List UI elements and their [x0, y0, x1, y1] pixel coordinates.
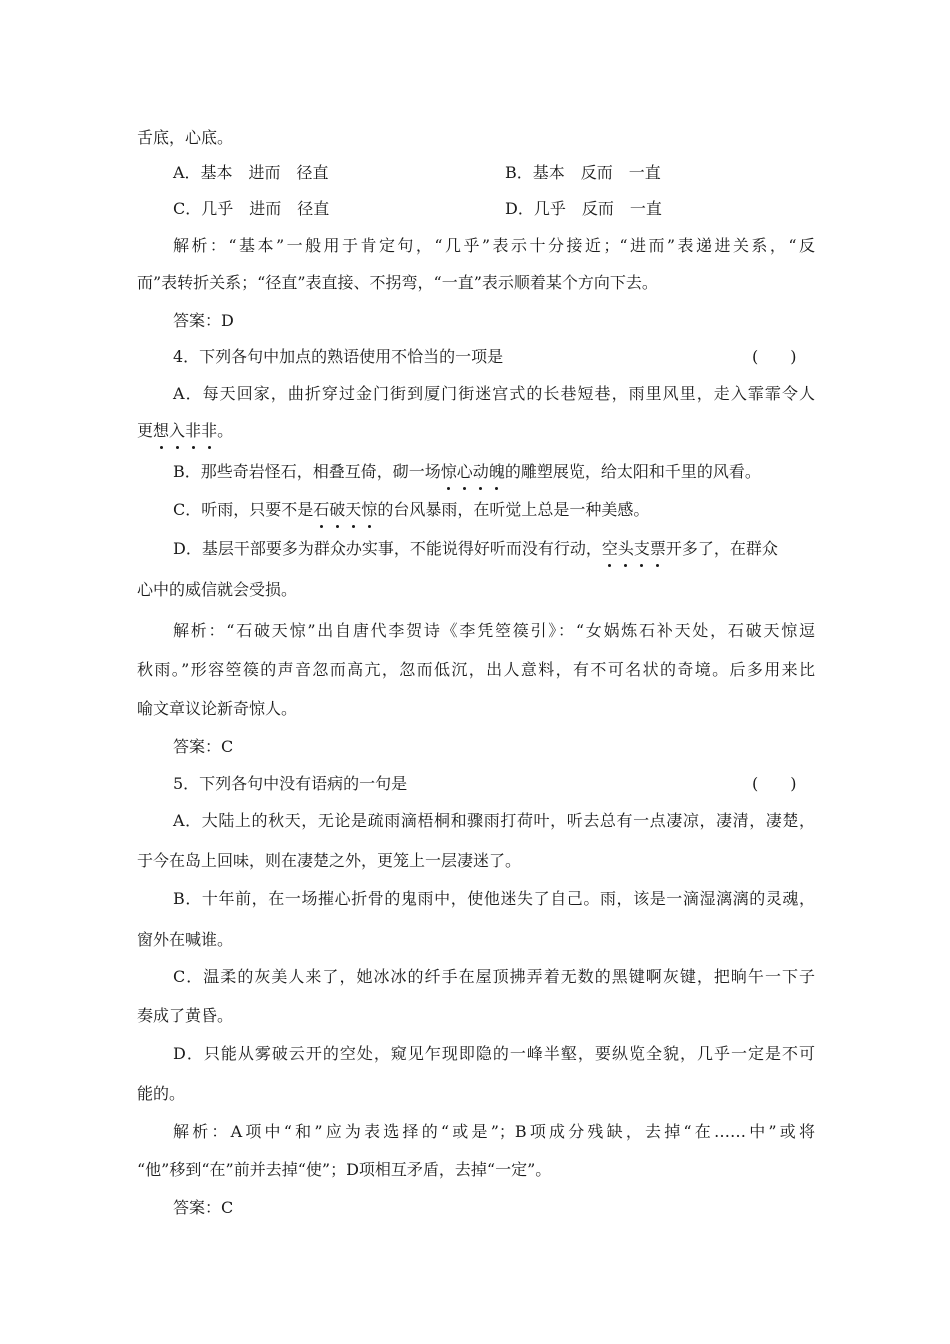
q4-option-d-line-2: 心中的威信就会受损。 [137, 580, 298, 599]
q5-answer: 答案：C [173, 1198, 234, 1217]
emphasis-dot-char: 空 [601, 539, 618, 558]
emphasis-dot-char: 非 [185, 421, 202, 440]
emphasis-dot-char: 破 [329, 500, 346, 519]
q4-option-a-line-1: A．每天回家，曲折穿过金门街到厦门街迷宫式的长巷短巷，雨里风里，走入霏霏令人 [173, 384, 815, 403]
dotted-idiom [313, 500, 377, 519]
q5-option-a-line-1: A．大陆上的秋天，无论是疏雨滴梧桐和骤雨打荷叶，听去总有一点凄凉，凄清，凄楚， [173, 811, 815, 830]
emphasis-dot-char: 惊 [361, 500, 378, 519]
dotted-idiom [153, 421, 217, 440]
q4-analysis-line-2: 秋雨。”形容箜篌的声音忽而高亢，忽而低沉，出人意料，有不可名状的奇境。后多用来比 [137, 660, 815, 679]
q4-analysis-line-1: 解析：“石破天惊”出自唐代李贺诗《李凭箜篌引》：“女娲炼石补天处，石破天惊逗 [173, 621, 815, 640]
q5-option-b-line-1: B．十年前，在一场摧心折骨的鬼雨中，使他迷失了自己。雨，该是一滴湿漓漓的灵魂， [173, 889, 815, 908]
emphasis-dot-char: 非 [201, 421, 218, 440]
dotted-idiom [602, 539, 666, 558]
q3-option-b: B．基本 反而 一直 [505, 163, 661, 182]
emphasis-dot-char: 心 [456, 462, 473, 481]
q4-option-a-line-2 [137, 420, 233, 442]
q3-answer: 答案：D [173, 311, 234, 330]
emphasis-dot-char: 票 [649, 539, 666, 558]
q5-analysis-line-1: 解析：A项中“和”应为表选择的“或是”；B项成分残缺，去掉“在……中”或将 [173, 1122, 815, 1141]
q4-option-c [173, 499, 649, 521]
q5-option-c-line-1: C．温柔的灰美人来了，她冰冰的纤手在屋顶拂弄着无数的黑键啊灰键，把晌午一下子 [173, 967, 815, 986]
emphasis-dot-char: 想 [153, 421, 170, 440]
q4-stem: 4．下列各句中加点的熟语使用不恰当的一项是 [173, 347, 504, 366]
q4-option-d-line-1 [173, 538, 778, 560]
q5-answer-paren: ( ) [752, 774, 797, 793]
q4-option-a-text-end: 。 [217, 421, 234, 440]
emphasis-dot-char: 头 [617, 539, 634, 558]
q5-stem: 5．下列各句中没有语病的一句是 [173, 774, 408, 793]
q3-option-c: C．几乎 进而 径直 [173, 199, 330, 218]
emphasis-dot-char: 惊 [440, 462, 457, 481]
q4-analysis-line-3: 喻文章议论新奇惊人。 [137, 699, 298, 718]
q5-option-c-line-2: 奏成了黄昏。 [137, 1006, 234, 1025]
q3-analysis-line-1: 解析：“基本”一般用于肯定句，“几乎”表示十分接近；“进而”表递进关系，“反 [173, 236, 815, 255]
emphasis-dot-char: 石 [313, 500, 330, 519]
q3-option-d: D．几乎 反而 一直 [505, 199, 662, 218]
q5-analysis-line-2: “他”移到“在”前并去掉“使”；D项相互矛盾，去掉“一定”。 [137, 1160, 552, 1179]
q5-option-d-line-1: D．只能从雾破云开的空处，窥见乍现即隐的一峰半壑，要纵览全貌，几乎一定是不可 [173, 1044, 815, 1063]
emphasis-dot-char: 动 [472, 462, 489, 481]
q4-option-b [173, 461, 761, 483]
q4-option-c-text: C．听雨，只要不是 [173, 500, 314, 519]
q5-option-a-line-2: 于今在岛上回味，则在凄楚之外，更笼上一层凄迷了。 [137, 851, 522, 870]
q4-option-a-text: 更 [137, 421, 154, 440]
emphasis-dot-char: 支 [633, 539, 650, 558]
q3-stem-end: 舌底，心底。 [137, 128, 234, 147]
q4-option-b-text: B．那些奇岩怪石，相叠互倚，砌一场 [173, 462, 441, 481]
emphasis-dot-char: 天 [345, 500, 362, 519]
q4-option-c-text-end: 的台风暴雨，在听觉上总是一种美感。 [377, 500, 650, 519]
q4-answer-paren: ( ) [752, 347, 797, 366]
q4-answer: 答案：C [173, 737, 234, 756]
q5-option-d-line-2: 能的。 [137, 1084, 186, 1103]
q5-option-b-line-2: 窗外在喊谁。 [137, 930, 234, 949]
dotted-idiom [441, 462, 505, 481]
q4-option-b-text-end: 的雕塑展览，给太阳和千里的风看。 [504, 462, 761, 481]
q3-analysis-line-2: 而”表转折关系；“径直”表直接、不拐弯，“一直”表示顺着某个方向下去。 [137, 273, 658, 292]
emphasis-dot-char: 魄 [488, 462, 505, 481]
q4-option-d-text-end: 开多了，在群众 [665, 539, 778, 558]
emphasis-dot-char: 入 [169, 421, 186, 440]
q3-option-a: A．基本 进而 径直 [173, 163, 329, 182]
q4-option-d-text: D．基层干部要多为群众办实事，不能说得好听而没有行动， [173, 539, 602, 558]
